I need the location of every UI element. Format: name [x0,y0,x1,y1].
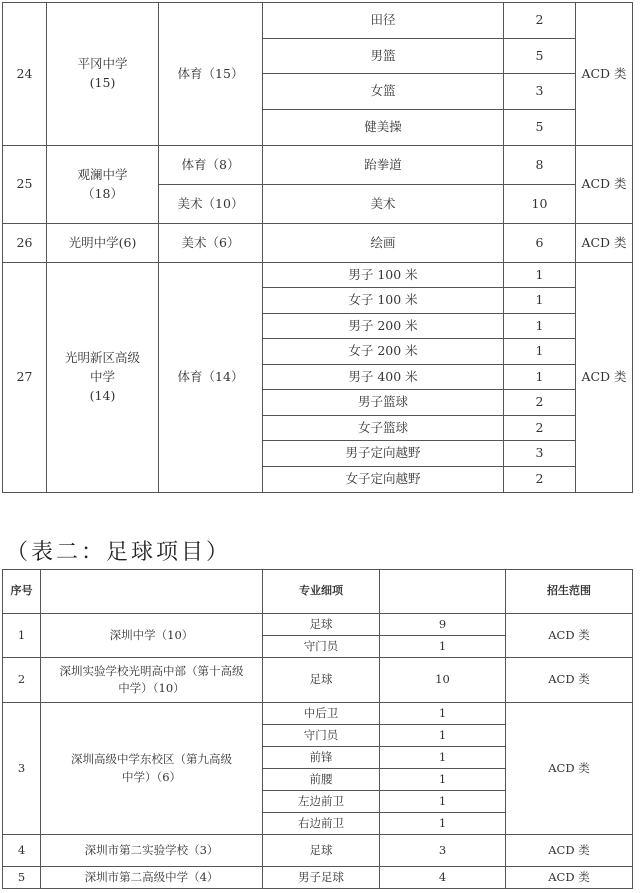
school-name-line1: 深圳实验学校光明高中部（第十高级 [59,663,244,678]
count-cell: 1 [504,339,576,365]
item-cell: 女子篮球 [263,416,504,441]
item-cell: 女子 200 米 [263,339,504,365]
scope-cell: ACD 类 [576,3,633,146]
item-cell: 男子 400 米 [263,365,504,390]
school-name-line2: 中学 [89,369,115,385]
school-name-line1: 光明新区高级 [64,350,140,366]
table-row [3,658,633,703]
count-cell: 3 [504,441,576,467]
count-cell: 1 [380,725,506,747]
school-name-line2: 中学）（6） [121,769,182,784]
table2-title: （表二：足球项目） [6,540,232,565]
item-cell: 中后卫 [263,703,380,725]
count-cell: 5 [504,39,576,74]
item-cell: 男子足球 [263,867,380,889]
category-cell: 美术（10） [159,185,263,224]
school-name: 观澜中学 [77,166,128,182]
table-row [3,224,633,263]
category-cell: 体育（15） [159,3,263,146]
item-cell: 女子定向越野 [263,467,504,493]
item-cell: 跆拳道 [263,146,504,185]
count-cell: 10 [504,185,576,224]
item-cell: 男篮 [263,39,504,74]
table-header-row [3,570,633,614]
school-cell [47,3,159,146]
school-cell [47,146,159,224]
scope-cell: ACD 类 [506,867,633,889]
count-cell: 10 [380,658,506,703]
scope-cell: ACD 类 [506,614,633,658]
scope-cell: ACD 类 [506,658,633,703]
school-quota: (15) [89,75,116,90]
item-cell: 美术 [263,185,504,224]
count-cell: 2 [504,3,576,39]
item-cell: 田径 [263,3,504,39]
school-quota: (14) [89,387,116,403]
count-cell: 2 [504,416,576,441]
count-cell: 1 [380,747,506,769]
item-cell: 健美操 [263,110,504,146]
category-cell: 美术（6） [159,224,263,263]
count-cell: 1 [380,791,506,813]
school-cell [41,658,263,703]
item-cell: 男子篮球 [263,390,504,416]
scope-cell: ACD 类 [506,835,633,867]
item-cell: 男子定向越野 [263,441,504,467]
count-cell: 1 [504,314,576,339]
count-cell: 1 [380,813,506,835]
row-number: 26 [3,224,47,263]
scope-cell: ACD 类 [576,224,633,263]
row-number: 5 [3,867,41,889]
item-cell: 绘画 [263,224,504,263]
item-cell: 左边前卫 [263,791,380,813]
count-cell: 3 [504,74,576,110]
row-number: 24 [3,3,47,146]
table-row [3,263,633,288]
header-no: 序号 [3,570,41,614]
count-cell: 1 [380,703,506,725]
count-cell: 1 [380,769,506,791]
count-cell: 3 [380,835,506,867]
school-name-line2: 中学）（10） [118,681,185,695]
header-item: 专业细项 [263,570,380,614]
header-school [41,570,263,614]
item-cell: 女篮 [263,74,504,110]
count-cell: 8 [504,146,576,185]
scope-cell: ACD 类 [576,263,633,493]
item-cell: 守门员 [263,725,380,747]
count-cell: 1 [504,365,576,390]
school-name: 平冈中学 [77,56,128,72]
school-name-line1: 深圳高级中学东校区（第九高级 [71,752,232,767]
item-cell: 男子 200 米 [263,314,504,339]
count-cell: 1 [380,636,506,658]
item-cell: 守门员 [263,636,380,658]
count-cell: 2 [504,467,576,493]
school-name: 光明中学(6) [47,224,159,263]
header-scope: 招生范围 [506,570,633,614]
row-number: 1 [3,614,41,658]
table-football [2,569,633,889]
category-cell: 体育（14） [159,263,263,493]
item-cell: 前腰 [263,769,380,791]
item-cell: 足球 [263,835,380,867]
table-row [3,614,633,636]
count-cell: 4 [380,867,506,889]
school-name: 深圳市第二实验学校（3） [41,835,263,867]
school-quota: （18） [82,185,123,201]
count-cell: 1 [504,288,576,314]
table-arts-sports [2,2,633,493]
row-number: 3 [3,703,41,835]
count-cell: 2 [504,390,576,416]
table-row [3,146,633,185]
item-cell: 足球 [263,614,380,636]
item-cell: 女子 100 米 [263,288,504,314]
count-cell: 5 [504,110,576,146]
category-cell: 体育（8） [159,146,263,185]
item-cell: 右边前卫 [263,813,380,835]
count-cell: 6 [504,224,576,263]
table-row [3,703,633,725]
item-cell: 男子 100 米 [263,263,504,288]
school-cell [47,263,159,493]
row-number: 2 [3,658,41,703]
table-row [3,835,633,867]
table-row [3,3,633,39]
table-row [3,867,633,889]
count-cell: 9 [380,614,506,636]
header-count [380,570,506,614]
count-cell: 1 [504,263,576,288]
scope-cell: ACD 类 [506,703,633,835]
row-number: 27 [3,263,47,493]
school-name: 深圳市第二高级中学（4） [41,867,263,889]
item-cell: 足球 [263,658,380,703]
school-name: 深圳中学（10） [41,614,263,658]
row-number: 4 [3,835,41,867]
scope-cell: ACD 类 [576,146,633,224]
item-cell: 前锋 [263,747,380,769]
school-cell [41,703,263,835]
row-number: 25 [3,146,47,224]
